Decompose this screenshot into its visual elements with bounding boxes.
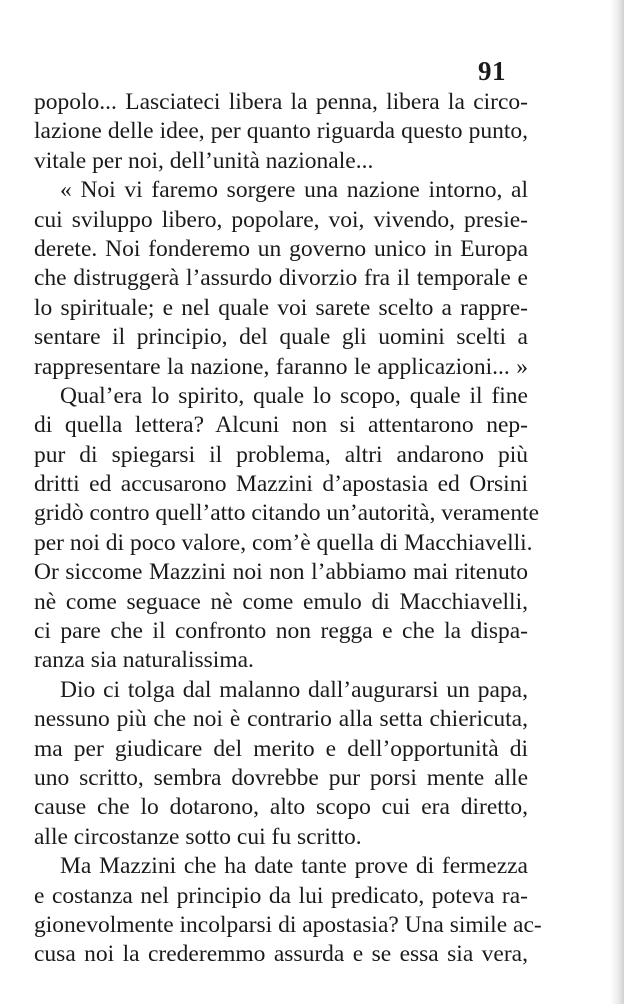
- text-line: derete. Noi fonderemo un governo unico in Europa: [34, 235, 528, 262]
- text-line: Ma Mazzini che ha date tante prove di fermezza: [60, 853, 528, 880]
- text-line: popolo... Lasciateci libera la penna, libera la circo-: [34, 89, 528, 115]
- text-line: ma per giudicare del merito e dell’opportunità di: [34, 735, 528, 762]
- text-line: « Noi vi faremo sorgere una nazione intorno, al: [60, 177, 528, 204]
- text-line: dritti ed accusarono Mazzini d’apostasia ed Orsini: [34, 471, 528, 498]
- text-line: uno scritto, sembra dovrebbe pur porsi mente alle: [34, 764, 528, 791]
- text-line: sentare il principio, del quale gli uomini scelti a: [34, 324, 528, 351]
- page-number: 91: [478, 56, 506, 86]
- text-line: lazione delle idee, per quanto riguarda questo punto,: [34, 118, 528, 145]
- text-line: che distruggerà l’assurdo divorzio fra il temporale e: [34, 265, 528, 292]
- text-line: nessuno più che noi è contrario alla setta chiericuta,: [34, 706, 528, 733]
- text-line: Or siccome Mazzini noi non l’abbiamo mai ritenuto: [34, 559, 528, 586]
- text-line: ranza sia naturalissima.: [34, 647, 254, 674]
- body-text: [34, 88, 542, 970]
- text-line: per noi di poco valore, com’è quella di Macchiavelli.: [34, 529, 533, 556]
- text-line: di quella lettera? Alcuni non si attentarono nep-: [34, 412, 528, 439]
- text-line: nè come seguace nè come emulo di Macchiavelli,: [34, 588, 528, 615]
- text-line: gionevolmente incolparsi di apostasia? Una simile ac-: [34, 911, 542, 938]
- text-line: ci pare che il confronto non regga e che la dispa-: [34, 618, 528, 645]
- page-edge-shadow: [610, 0, 624, 1004]
- text-line: lo spirituale; e nel quale voi sarete scelto a rappre-: [34, 294, 528, 321]
- text-line: alle circostanze sotto cui fu scritto.: [34, 823, 362, 850]
- text-line: cusa noi la crederemmo assurda e se essa sia vera,: [34, 941, 528, 968]
- text-line: Qual’era lo spirito, quale lo scopo, quale il fine: [60, 382, 528, 409]
- text-line: rappresentare la nazione, faranno le applicazioni... »: [34, 353, 528, 380]
- text-line: pur di spiegarsi il problema, altri andarono più: [34, 441, 528, 468]
- text-line: vitale per noi, dell’unità nazionale...: [34, 147, 374, 174]
- text-line: cause che lo dotarono, alto scopo cui era diretto,: [34, 794, 528, 821]
- text-line: gridò contro quell’atto citando un’autorità, veramente: [34, 500, 540, 527]
- text-line: Dio ci tolga dal malanno dall’augurarsi un papa,: [60, 676, 528, 703]
- text-line: cui sviluppo libero, popolare, voi, vivendo, presie-: [34, 206, 528, 233]
- text-line: e costanza nel principio da lui predicato, poteva ra-: [34, 882, 528, 909]
